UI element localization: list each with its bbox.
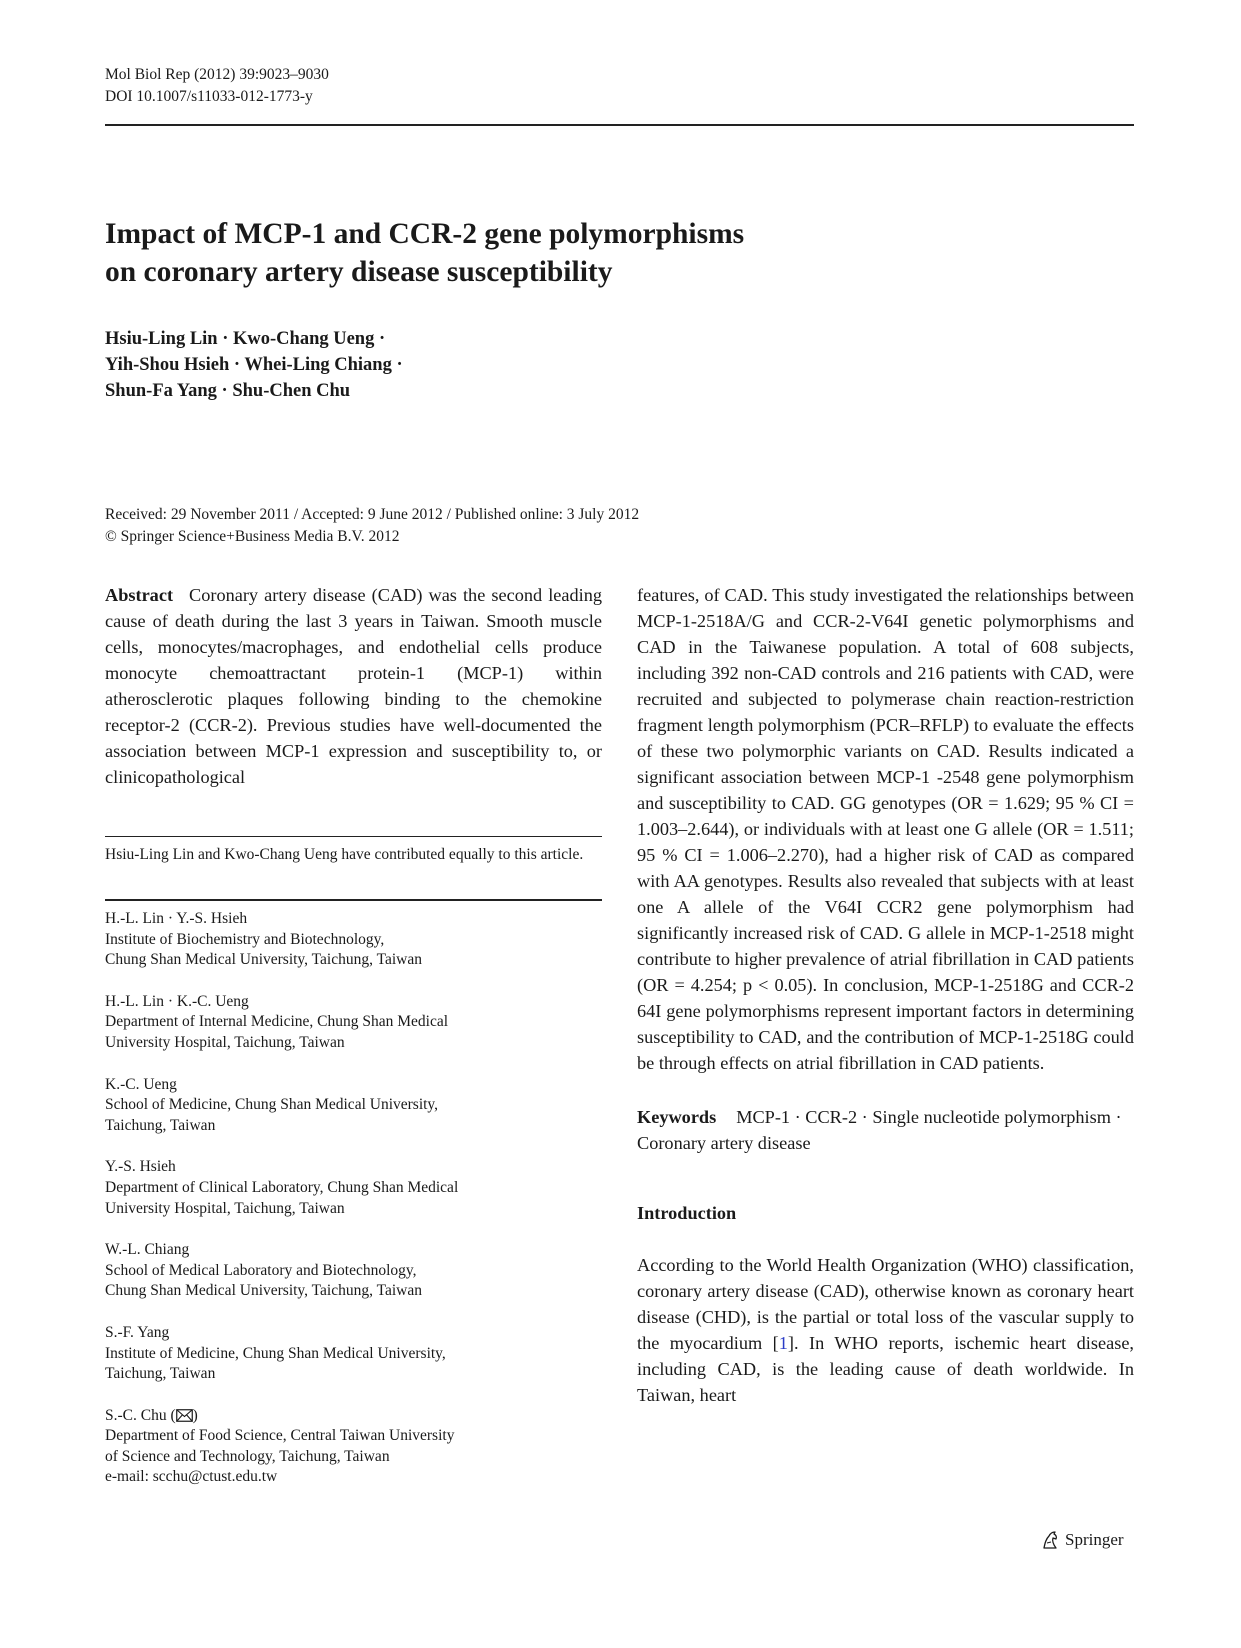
affiliation-item (105, 1240, 602, 1302)
abstract-right-column (637, 582, 1134, 1408)
abstract-text-left: Coronary artery disease (CAD) was the second leading cause of death during the last 3 years in Taiwan. Smooth muscle cells, monocytes/macrophages, and endothelial cells produce monocyte chemoattractant protein-1 (MCP-1) within atherosclerotic plaques following binding to the chemokine receptor-2 (CCR-2). Previous studies have well-documented the association between MCP-1 expression and susceptibility to, or clinicopathological (105, 585, 602, 787)
affiliation-item (105, 1075, 602, 1137)
affiliation-names: H.-L. Lin · K.-C. Ueng (105, 992, 249, 1010)
publication-dates (105, 504, 639, 548)
abstract-label: Abstract (105, 585, 174, 605)
affiliations-rule (105, 899, 602, 901)
affiliation-item (105, 1157, 602, 1219)
keywords-label: Keywords (637, 1107, 717, 1127)
corresponding-name-close: ) (192, 1406, 198, 1424)
title-line-2: on coronary artery disease susceptibility (105, 256, 613, 288)
journal-citation (105, 64, 329, 108)
keywords (637, 1104, 1134, 1156)
intro-text-b: ]. In WHO reports, ischemic heart disease, including CAD, is the leading cause of death worldwide. In Taiwan, heart (637, 1333, 1135, 1405)
affiliation-line: School of Medicine, Chung Shan Medical University, (105, 1096, 439, 1114)
affiliation-line: Taichung, Taiwan (105, 1116, 216, 1134)
footnote-rule (105, 836, 602, 837)
affiliation-line: Chung Shan Medical University, Taichung, Taiwan (105, 1282, 422, 1300)
intro-text-a: According to the World Health Organization (WHO) classification, coronary artery disease (CAD), otherwise known as coronary heart disease (CHD), is the partial or total loss of the vascular supply to the myocardium [ (637, 1255, 1134, 1353)
abstract-left-column (105, 582, 602, 790)
introduction-heading: Introduction (637, 1203, 737, 1223)
affiliation-names: W.-L. Chiang (105, 1241, 190, 1259)
affiliation-line: Institute of Medicine, Chung Shan Medical University, (105, 1344, 446, 1362)
publisher-logo (1040, 1530, 1124, 1550)
affiliation-names: K.-C. Ueng (105, 1075, 177, 1093)
copyright-line: © Springer Science+Business Media B.V. 2012 (105, 528, 400, 545)
affiliation-line: Taichung, Taiwan (105, 1365, 216, 1383)
affiliation-line: Chung Shan Medical University, Taichung, Taiwan (105, 951, 422, 969)
affiliation-line: of Science and Technology, Taichung, Taiwan (105, 1447, 390, 1465)
envelope-icon (176, 1409, 193, 1422)
corresponding-names (105, 1406, 602, 1427)
reference-link[interactable]: 1 (778, 1333, 788, 1353)
affiliation-line: School of Medical Laboratory and Biotechnology, (105, 1261, 417, 1279)
abstract-text-right: features, of CAD. This study investigated the relationships between MCP-1-2518A/G and CCR-2-V64I genetic polymorphisms and CAD in the Taiwanese population. A total of 608 subjects, including 392 non-CAD controls and 216 patients with CAD, were recruited and subjected to polymerase chain reaction-restriction fragment length polymorphism (PCR–RFLP) to evaluate the effects of these two polymorphic variants on CAD. Results indicated a significant association between MCP-1 -2548 gene polymorphism and susceptibility to CAD. GG genotypes (OR = 1.629; 95 % CI = 1.003–2.644), or individuals with at least one G allele (OR = 1.511; 95 % CI = 1.006–2.270), had a higher risk of CAD as compared with AA genotypes. Results also revealed that subjects with at least one A allele of the V64I CCR2 gene polymorphism had significantly increased risk of CAD. G allele in MCP-1-2518 might contribute to higher prevalence of atrial fibrillation in CAD patients (OR = 4.254; p < 0.05). In conclusion, MCP-1-2518G and CCR-2 64I gene polymorphisms represent important factors in determining susceptibility to CAD, and the contribution of MCP-1-2518G could be through effects on atrial fibrillation in CAD patients. (637, 585, 1134, 1073)
history-line: Received: 29 November 2011 / Accepted: 9 June 2012 / Published online: 3 July 2012 (105, 506, 640, 523)
affiliation-names: H.-L. Lin · Y.-S. Hsieh (105, 910, 248, 927)
affiliation-line: Department of Clinical Laboratory, Chung Shan Medical (105, 1178, 459, 1196)
author-list (105, 326, 403, 404)
affiliations (105, 909, 602, 1509)
affiliation-names: S.-F. Yang (105, 1323, 170, 1341)
paper-title (105, 215, 1105, 291)
email-line[interactable]: e-mail: scchu@ctust.edu.tw (105, 1468, 278, 1486)
keywords-text: MCP-1 · CCR-2 · Single nucleotide polymorphism · Coronary artery disease (637, 1107, 1122, 1153)
affiliation-item (105, 909, 602, 971)
affiliation-names: Y.-S. Hsieh (105, 1158, 176, 1176)
affiliation-line: Institute of Biochemistry and Biotechnology, (105, 930, 385, 948)
springer-horse-icon (1040, 1530, 1060, 1550)
affiliation-line: Department of Food Science, Central Taiwan University (105, 1427, 455, 1445)
equal-contribution-footnote: Hsiu-Ling Lin and Kwo-Chang Ueng have contributed equally to this article. (105, 846, 584, 863)
corresponding-author (105, 1406, 602, 1488)
authors-line-3: Shun-Fa Yang · Shu-Chen Chu (105, 381, 351, 401)
authors-line-1: Hsiu-Ling Lin · Kwo-Chang Ueng · (105, 329, 386, 349)
publisher-name: Springer (1065, 1530, 1124, 1549)
affiliation-line: University Hospital, Taichung, Taiwan (105, 1199, 345, 1217)
doi-line: DOI 10.1007/s11033-012-1773-y (105, 88, 313, 105)
abstract-paragraph (105, 582, 602, 790)
affiliation-line: University Hospital, Taichung, Taiwan (105, 1033, 345, 1051)
authors-line-2: Yih-Shou Hsieh · Whei-Ling Chiang · (105, 355, 403, 375)
affiliation-item (105, 992, 602, 1054)
introduction-paragraph (637, 1252, 1134, 1408)
title-line-1: Impact of MCP-1 and CCR-2 gene polymorphisms (105, 218, 745, 250)
journal-line: Mol Biol Rep (2012) 39:9023–9030 (105, 66, 329, 83)
affiliation-line: Department of Internal Medicine, Chung Shan Medical (105, 1013, 449, 1031)
corresponding-name: S.-C. Chu ( (105, 1406, 176, 1424)
header-rule (105, 124, 1134, 126)
affiliation-item (105, 1323, 602, 1385)
